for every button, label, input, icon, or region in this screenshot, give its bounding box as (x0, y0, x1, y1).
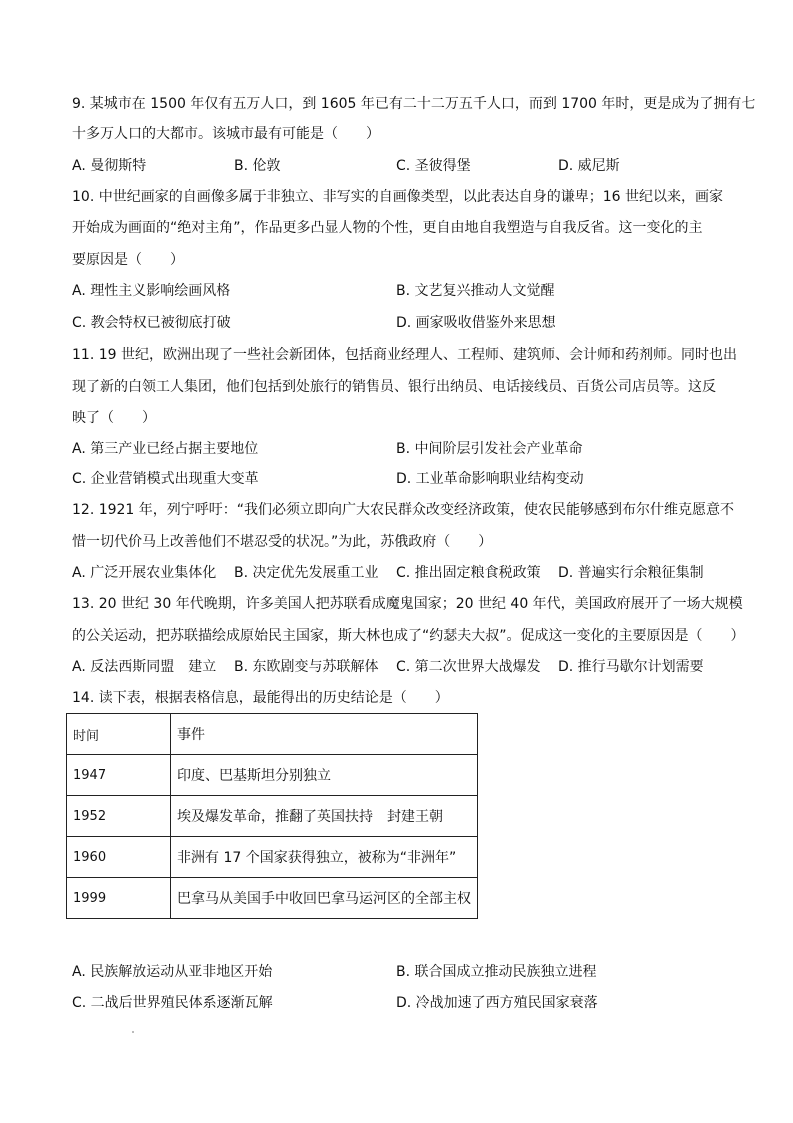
events-table-header-time: 时间 (67, 714, 171, 755)
table-cell-event: 印度、巴基斯坦分别独立 (171, 755, 478, 796)
question-13-option-b: B. 东欧剧变与苏联解体 (234, 659, 379, 675)
events-table-header-event: 事件 (171, 714, 478, 755)
table-cell-year: 1999 (67, 878, 171, 919)
table-cell-year: 1947 (67, 755, 171, 796)
question-14-option-c: C. 二战后世界殖民体系逐渐瓦解 (72, 995, 273, 1011)
table-cell-year: 1952 (67, 796, 171, 837)
table-cell-event: 非洲有 17 个国家获得独立，被称为“非洲年” (171, 837, 478, 878)
question-11-option-b: B. 中间阶层引发社会产业革命 (396, 441, 583, 457)
question-14-option-b: B. 联合国成立推动民族独立进程 (396, 964, 597, 980)
question-12-stem-line-1: 12. 1921 年，列宁呼吁：“我们必须立即向广大农民群众改变经济政策，使农民能够感到布尔什维克愿意不 (72, 502, 735, 518)
question-13-option-d: D. 推行马歇尔计划需要 (558, 659, 704, 675)
table-row (67, 796, 478, 837)
table-cell-event: 巴拿马从美国手中收回巴拿马运河区的全部主权 (171, 878, 478, 919)
events-table-header-row (67, 714, 478, 755)
events-table (66, 713, 478, 919)
question-13-option-a: A. 反法西斯同盟 建立 (72, 659, 217, 675)
table-row (67, 837, 478, 878)
question-13-option-c: C. 第二次世界大战爆发 (396, 659, 541, 675)
question-13-stem-line-1: 13. 20 世纪 30 年代晚期，许多美国人把苏联看成魔鬼国家；20 世纪 40 年代，美国政府展开了一场大规模 (72, 596, 743, 612)
question-14-option-d: D. 冷战加速了西方殖民国家衰落 (396, 995, 598, 1011)
question-13-stem-line-2: 的公关运动，把苏联描绘成原始民主国家，斯大林也成了“约瑟夫大叔”。促成这一变化的主要原因是（ ） (72, 628, 745, 644)
question-9-stem-line-1: 9. 某城市在 1500 年仅有五万人口，到 1605 年已有二十二万五千人口，而到 1700 年时，更是成为了拥有七 (72, 96, 756, 112)
question-11-stem-line-1: 11. 19 世纪，欧洲出现了一些社会新团体，包括商业经理人、工程师、建筑师、会计师和药剂师。同时也出 (72, 347, 737, 363)
question-9-stem-line-2: 十多万人口的大都市。该城市最有可能是（ ） (72, 126, 380, 142)
scan-speck (132, 1031, 134, 1033)
table-cell-event: 埃及爆发革命，推翻了英国扶持 封建王朝 (171, 796, 478, 837)
question-11-option-c: C. 企业营销模式出现重大变革 (72, 471, 259, 487)
question-10-option-b: B. 文艺复兴推动人文觉醒 (396, 283, 555, 299)
question-12-option-c: C. 推出固定粮食税政策 (396, 565, 541, 581)
table-row (67, 878, 478, 919)
question-9-option-d: D. 威尼斯 (558, 158, 620, 174)
question-9-option-b: B. 伦敦 (234, 158, 281, 174)
question-10-stem-line-3: 要原因是（ ） (72, 252, 184, 268)
question-14-stem: 14. 读下表，根据表格信息，最能得出的历史结论是（ ） (72, 690, 449, 706)
question-10-option-d: D. 画家吸收借鉴外来思想 (396, 315, 556, 331)
question-10-stem-line-1: 10. 中世纪画家的自画像多属于非独立、非写实的自画像类型，以此表达自身的谦卑；16 世纪以来，画家 (72, 189, 723, 205)
question-10-stem-line-2: 开始成为画面的“绝对主角”，作品更多凸显人物的个性，更自由地自我塑造与自我反省。这一变化的主 (72, 220, 703, 236)
table-cell-year: 1960 (67, 837, 171, 878)
question-11-option-d: D. 工业革命影响职业结构变动 (396, 471, 584, 487)
question-12-option-d: D. 普遍实行余粮征集制 (558, 565, 704, 581)
question-9-option-c: C. 圣彼得堡 (396, 158, 471, 174)
question-12-stem-line-2: 惜一切代价马上改善他们不堪忍受的状况。”为此，苏俄政府（ ） (72, 534, 493, 550)
question-10-option-c: C. 教会特权已被彻底打破 (72, 315, 231, 331)
question-10-option-a: A. 理性主义影响绘画风格 (72, 283, 231, 299)
question-12-option-a: A. 广泛开展农业集体化 (72, 565, 217, 581)
question-12-option-b: B. 决定优先发展重工业 (234, 565, 379, 581)
question-11-option-a: A. 第三产业已经占据主要地位 (72, 441, 259, 457)
table-row (67, 755, 478, 796)
question-11-stem-line-2: 现了新的白领工人集团，他们包括到处旅行的销售员、银行出纳员、电话接线员、百货公司店员等。这反 (72, 379, 716, 395)
question-14-option-a: A. 民族解放运动从亚非地区开始 (72, 964, 273, 980)
question-11-stem-line-3: 映了（ ） (72, 410, 156, 426)
question-9-option-a: A. 曼彻斯特 (72, 158, 147, 174)
